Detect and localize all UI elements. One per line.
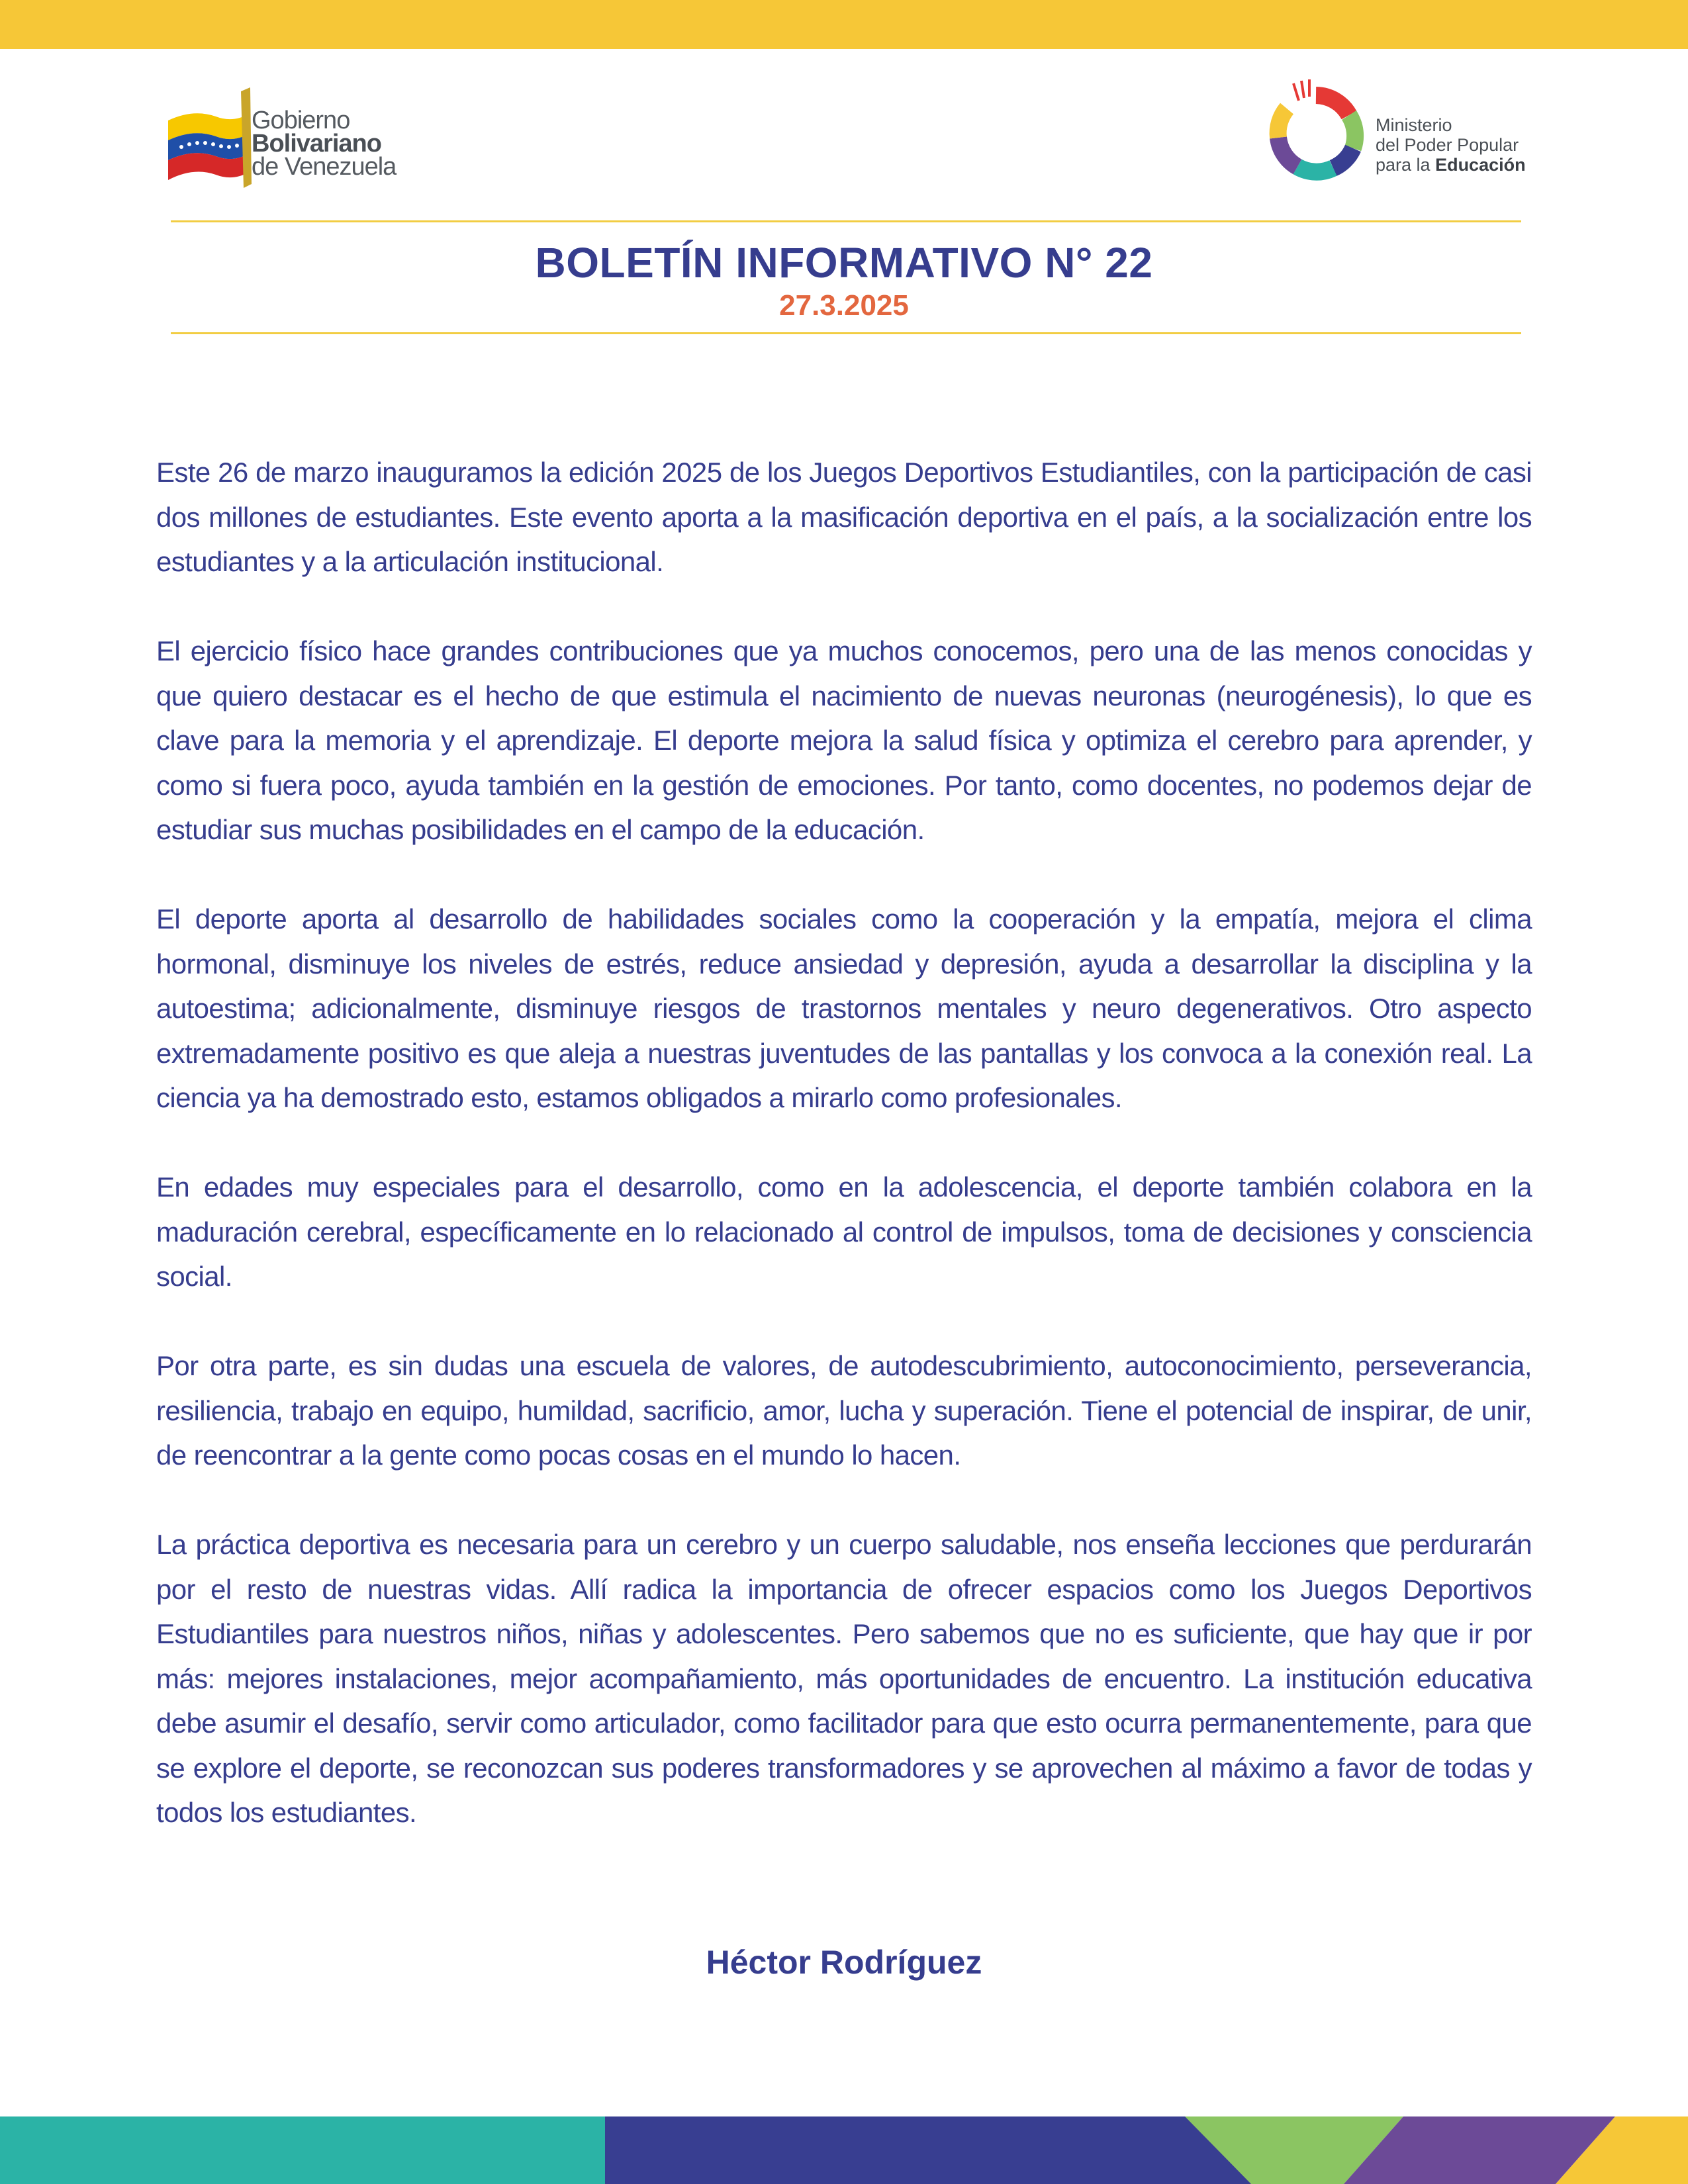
bulletin-date: 27.3.2025 xyxy=(779,289,909,322)
body-paragraph-2: El ejercicio físico hace grandes contribuciones que ya muchos conocemos, pero una de las menos conocidas y que quiero destacar es el hecho de que estimula el nacimiento de nuevas neuronas (neurogénesis), lo que es clave para la memoria y el aprendizaje. El deporte mejora la salud física y optimiza el cerebro para aprender, y como si fuera poco, ayuda también en la gestión de emociones. Por tanto, como docentes, no podemos dejar de estudiar sus muchas posibilidades en el campo de la educación. xyxy=(156,635,1532,845)
gobierno-logo-text xyxy=(252,109,396,179)
gov-logo-line1: Gobierno xyxy=(252,107,350,134)
body-paragraph-3: El deporte aporta al desarrollo de habilidades sociales como la cooperación y la empatía, mejora el clima hormonal, disminuye los niveles de estrés, reduce ansiedad y depresión, ayuda a desarrollar la disciplina y la autoestima; adicionalmente, disminuye riesgos de trastornos mentales y neuro degenerativos. Otro aspecto extremadamente positivo es que aleja a nuestras juventudes de las pantallas y los convoca a la conexión real. La ciencia ya ha demostrado esto, estamos obligados a mirarlo como profesionales. xyxy=(156,903,1532,1113)
bulletin-title: BOLETÍN INFORMATIVO N° 22 xyxy=(535,239,1153,287)
bulletin-body xyxy=(156,450,1532,1880)
gobierno-bolivariano-logo xyxy=(167,85,445,191)
ministry-line2: del Poder Popular xyxy=(1376,135,1519,155)
ministry-line3 xyxy=(1376,155,1526,175)
ministry-logo-text xyxy=(1376,115,1526,175)
ministry-ring-icon xyxy=(1258,74,1374,193)
footer-color-band xyxy=(0,2116,1688,2184)
body-paragraph-1: Este 26 de marzo inauguramos la edición 2025 de los Juegos Deportivos Estudiantiles, con la participación de casi dos millones de estudiantes. Este evento aporta a la masificación deportiva en el país, a la socialización entre los estudiantes y a la articulación institucional. xyxy=(156,457,1532,577)
gov-logo-line3: de Venezuela xyxy=(252,153,397,181)
top-accent-bar xyxy=(0,0,1688,49)
ministerio-educacion-logo xyxy=(1258,74,1536,193)
venezuela-flag-icon xyxy=(167,85,253,191)
ministry-line3-prefix: para la xyxy=(1376,155,1436,175)
body-paragraph-6: La práctica deportiva es necesaria para un cerebro y un cuerpo saludable, nos enseña lecciones que perdurarán por el resto de nuestras vidas. Allí radica la importancia de ofrecer espacios como los Juegos Deportivos Estudiantiles para nuestros niños, niñas y adolescentes. Pero sabemos que no es suficiente, que hay que ir por más: mejores instalaciones, mejor acompañamiento, más oportunidades de encuentro. La institución educativa debe asumir el desafío, servir como articulador, como facilitador para que esto ocurra permanentemente, para que se explore el deporte, se reconozcan sus poderes transformadores y se aprovechen al máximo a favor de todas y todos los estudiantes. xyxy=(156,1529,1532,1828)
ministry-line1: Ministerio xyxy=(1376,115,1452,135)
signature-name: Héctor Rodríguez xyxy=(706,1944,982,1981)
title-top-rule xyxy=(171,220,1521,222)
body-paragraph-4: En edades muy especiales para el desarrollo, como en la adolescencia, el deporte también colabora en la maduración cerebral, específicamente en lo relacionado al control de impulsos, toma de decisiones y consciencia social. xyxy=(156,1171,1532,1292)
title-bottom-rule xyxy=(171,332,1521,334)
body-paragraph-5: Por otra parte, es sin dudas una escuela de valores, de autodescubrimiento, autoconocimiento, perseverancia, resiliencia, trabajo en equipo, humildad, sacrificio, amor, lucha y superación. Tiene el potencial de inspirar, de unir, de reencontrar a la gente como pocas cosas en el mundo lo hacen. xyxy=(156,1350,1532,1471)
ministry-line3-bold: Educación xyxy=(1435,155,1526,175)
gov-logo-line2: Bolivariano xyxy=(252,130,381,158)
